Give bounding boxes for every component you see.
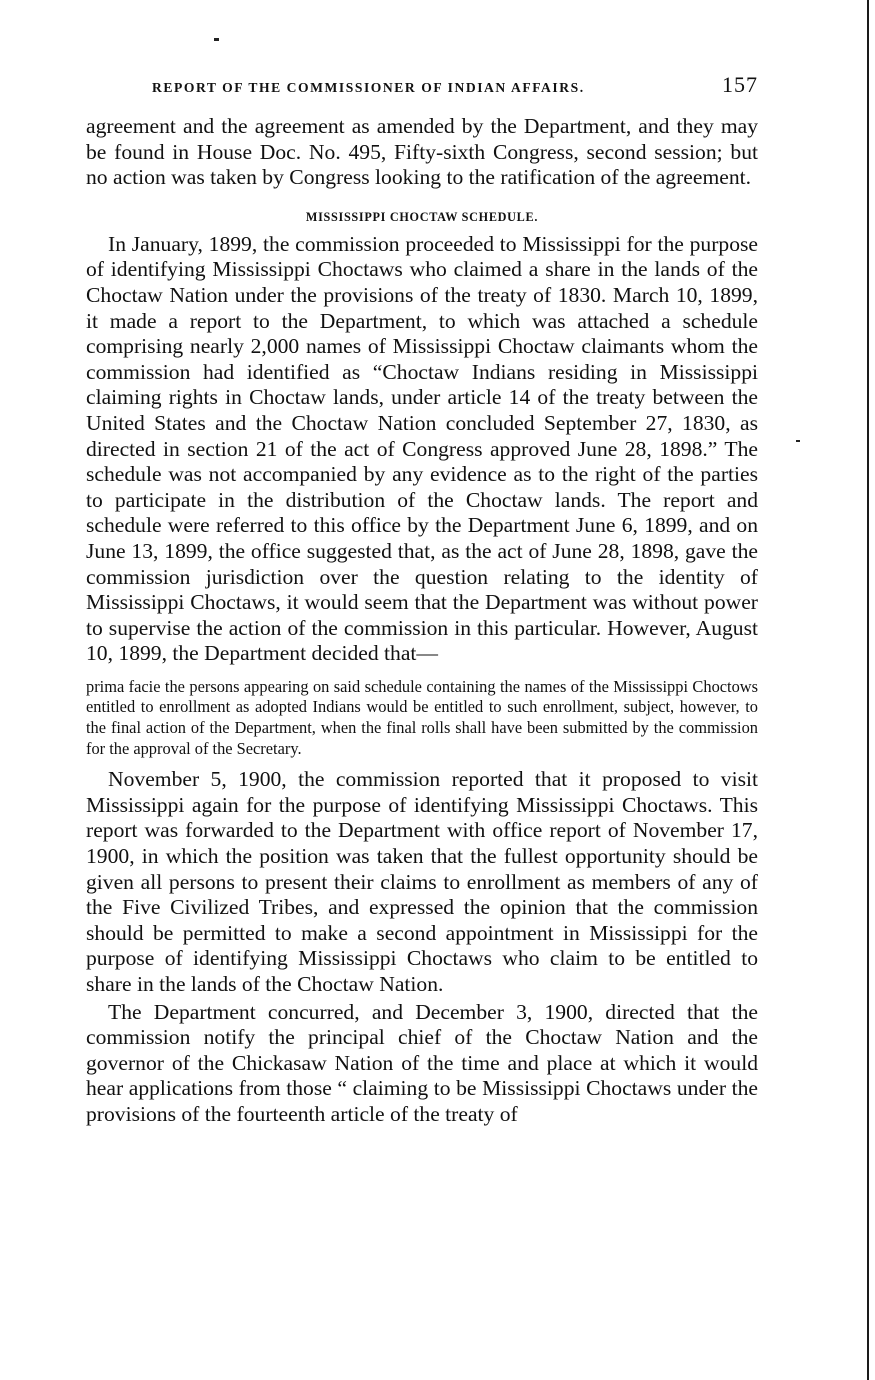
section-heading: MISSISSIPPI CHOCTAW SCHEDULE. [305, 209, 539, 224]
block-quotation: prima facie the persons appearing on said schedule containing the names of the Mississippi Choctows entitled to enrollment as adopted Indians would be entitled to such enrollment, subject, however, to the final action of the Department, when the final rolls shall have been submitted by the commission for the approval of the Secretary. [86, 676, 758, 758]
page-edge-line [867, 0, 869, 1380]
paragraph-2: November 5, 1900, the commission reported that it proposed to visit Mississippi again for the purpose of identifying Mississippi Choctaws. This report was forwarded to the Department with office report of November 17, 1900, in which the position was taken that the fullest opportunity should be given all persons to present their claims to enrollment as members of any of the Five Civilized Tribes, and expressed the opinion that the commission should be permitted to make a second appointment in Mississippi for the purpose of identifying Mississippi Choctaws who claim to be entitled to share in the lands of the Choctaw Nation. [86, 767, 758, 996]
paragraph-3: The Department concurred, and December 3, 1900, directed that the commission notify the principal chief of the Choctaw Nation and the governor of the Chickasaw Nation of the time and place at which it would hear applications from those “ claiming to be Mississippi Choctaws under the provisions of the fourteenth article of the treaty of [86, 999, 758, 1126]
page-header [86, 70, 758, 106]
scan-speck [214, 38, 219, 41]
opening-paragraph: agreement and the agreement as amended by the Department, and they may be found in House Doc. No. 495, Fifty-sixth Congress, second session; but no action was taken by Congress looking to the ratification of the agreement. [86, 114, 758, 190]
running-head: REPORT OF THE COMMISSIONER OF INDIAN AFFAIRS. [152, 80, 585, 95]
scan-speck [796, 440, 800, 442]
paragraph-1: In January, 1899, the commission proceeded to Mississippi for the purpose of identifying Mississippi Choctaws who claimed a share in the lands of the Choctaw Nation under the provisions of the treaty of 1830. March 10, 1899, it made a report to the Department, to which was attached a schedule comprising nearly 2,000 names of Mississippi Choctaw claimants whom the commission had identified as “Choctaw Indians residing in Mississippi claiming rights in Choctaw lands, under article 14 of the treaty between the United States and the Choctaw Nation concluded September 27, 1830, as directed in section 21 of the act of Congress approved June 28, 1898.” The schedule was not accompanied by any evidence as to the right of the parties to participate in the distribution of the Choctaw lands. The report and schedule were referred to this office by the Department June 6, 1899, and on June 13, 1899, the office suggested that, as the act of June 28, 1898, gave the commission jurisdiction over the question relating to the identity of Mississippi Choctaws, it would seem that the Department was without power to supervise the action of the commission in this particular. However, August 10, 1899, the Department decided that— [86, 231, 758, 666]
text-column [86, 114, 758, 1128]
page-number: 157 [722, 72, 758, 97]
